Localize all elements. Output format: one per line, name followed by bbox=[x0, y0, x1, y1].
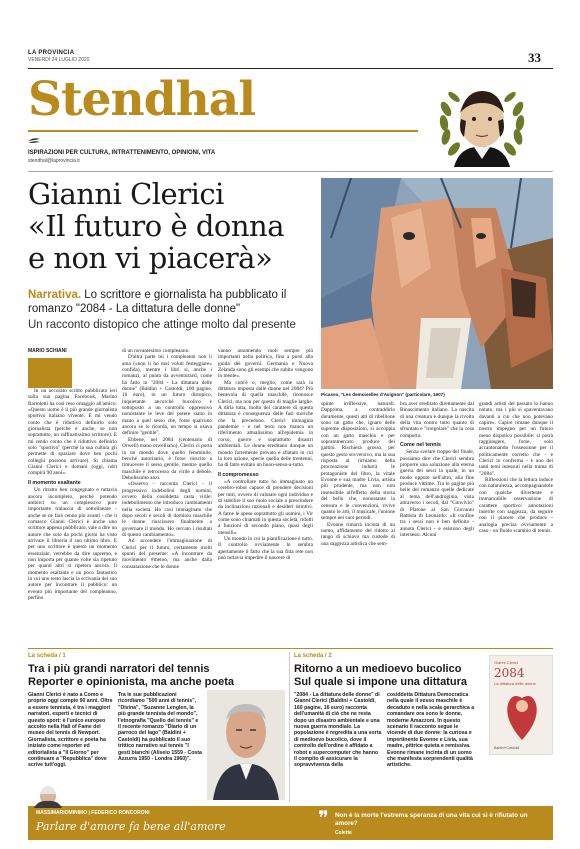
footer-quote: Non è la morte l'estrema speranza di una vita cui si è rifiutato un amore? bbox=[335, 812, 528, 827]
quote-mark-icon: ❞ bbox=[318, 806, 329, 830]
body-paragraph: Un ritratto ben congegnato e tuttavia ancora incompleto, perché potendo ambirci su un complessivo pure importante tralascia di sottolineare - anche se ne farà cenno più avanti - che il comasco Gianni Clerici è anche uno scrittore appena pubblicato, vale a dire un autore che solo da pochi giorni ha visto arrivare il libreria il suo ultimo libro. E per uno scrittore è questo un momento essenziale, verrebbe da dire supremo, e non importa per quante volte sia ripetuto per quanti altri si ripetera ancora. Il momento esaltante e un poco fantastico in cui uno testo lascia la scrivania del suo autore per incontrare il pubblico: un evento più importante del compleanno, perfino bbox=[28, 487, 117, 601]
book-cover-subtitle: La dittatura delle donne bbox=[494, 681, 536, 686]
byline: MARIO SCHIANI bbox=[28, 348, 67, 354]
section-tagline: ISPIRAZIONI PER CULTURA, INTRATTENIMENTO, OPINIONI, VITA bbox=[28, 150, 216, 156]
article-headline bbox=[28, 178, 308, 274]
book-cover-image bbox=[489, 655, 553, 755]
body-paragraph: Evonne rimarrà incinta di un uomo, affidamento del ridotto al rango di schiavo ma custode di una saggezza artistica che sem- bbox=[321, 521, 395, 547]
book-cover-illustration bbox=[498, 690, 546, 740]
body-paragraph: Un mondo in cui la pianificazione è tutto. Il controllo ovviamente lo sembra apertamente il fatto che la sua fitta rete non può tuttavia impedire il nascere di bbox=[218, 535, 313, 561]
crosshead: Come nel tennis bbox=[400, 442, 441, 449]
body-paragraph: Ebbene, nel 2084 (centenario di Orwell) mano orwelliano), Clerici ci porta in un mondo dove quello femminile, benché autoritario, è forse riuscito a rimuovere il sesso gentile, mentre quello maschile è retrocesso da virile a debole. Debolissimo anzi. bbox=[122, 436, 212, 481]
footer-quote-author: Colette bbox=[335, 830, 352, 836]
body-paragraph: bra aver ereditato direttamente dal Rinascimento italiano. La nascita di una creatura è dunque la rivolta della vita contro tutto quanto di sfrontato e "irregolare" che la cosa comporta. bbox=[400, 401, 474, 439]
columnist-avatar bbox=[30, 786, 66, 808]
headline-line: «Il futuro è donna bbox=[28, 209, 285, 243]
section-underline bbox=[28, 130, 418, 132]
sidebar1-text-right: Tra le sue pubblicazioni ricordiamo "500 anni di tennis", "Divina", "Suzanne Lenglen, la più grande tennista del mondo", l'etnografia "Quello del tennis" e il recente romanzo "Diario di un parroco del lago" (Baldini + Castoldi) ha pubblicato il suo trittico narrativo sul tennis "I gesti bianchi (Aliseio 1559 - Costa Azzurra 1950 - Londra 1960)". bbox=[118, 692, 202, 763]
article-subhead: Un racconto distopico che attinge molto dal presente bbox=[28, 319, 296, 331]
body-paragraph: vanno assumendo ruoli sempre più importanti nella politica, fino a porsi alla guida dei governi. Germania e Nuova Zelanda sono gli esempi che subito vengono in mente». bbox=[218, 348, 313, 380]
body-paragraph: Ad accendere l'immaginazione di Clerici per il futuro, certamente molti spunti del presente: «A incontrare da movimento #metoo, ma anche dalla constatazione che le donne bbox=[122, 538, 212, 570]
standfirst-text: Lo scrittore e giornalista ha pubblicato il romanzo "2084 - La dittatura delle donne" bbox=[28, 289, 287, 315]
sidebar1-text-left: Gianni Clerici è nato a Como e proprio oggi compie 90 anni. Oltre a essere tennista, è tra i maggiori narratori, esperti e tecnici di questo sport: è l'unico europeo accolto nella Hall of Fame del museo del tennis di Newport. Giornalista, scrittore e poeta ha iniziato come reporter ed editorialista a "Il Giorno" per continuare a "Repubblica" dove scrive tutt'oggi. bbox=[28, 692, 113, 769]
article-column-1 bbox=[28, 388, 117, 643]
sidebar2-text-right: cosiddetta Dittatura Democratica nella quale il sesso maschile è decaduto e nella scala gerarchica a comandare ora sono le donne, moderne Amazzoni. In questo scenario il racconto segue le vicende di due donne: la curiosa e impertinente Evonne e Livia, sua madre, pittrice quieta e remissiva. Evonne rimane incinta di un uomo che manifesta sorprendenti qualità artistiche. bbox=[387, 692, 475, 769]
crosshead: Il momento esaltante bbox=[28, 479, 81, 486]
article-column-4 bbox=[321, 401, 395, 643]
article-column-2 bbox=[122, 348, 212, 643]
body-paragraph: Ma com'è o, meglio, come sarà la dittatura imposta dalle donne nel 2084? Più benevola di quella maschile, riconosce Clerici, ma non per questo di maglie larghe. A dirla tutta, molto del carattere di questa dittatura è conseguenza delle fasi storiche che la precedono. Clerici immagina pandemie - e nel testo non manca un riferimento attualissimo all'epidemia in corso, guerre e soprattutto disastri ambientali. Le donne ereditano dunque un mondo fortemente provato e sfiatato in cui la loro azione, specie quella delle trentenni, ha di fatto evitato un buon-senso-a-tutto. bbox=[218, 379, 313, 469]
body-paragraph: «A controllare tutto ho immaginato un cerebro-robot capace di prendere decisioni per tutti, ovvero di valutare ogni individuo e di stabilire il suo ruolo sociale a prescindere da inclinazioni razionali e desideri istintivi. A farne le spese soprattutto gli uomini, i Vir come sono chiamati in questa società, ridotti a funzioni di secondo piano, quasi degli utensili». bbox=[218, 478, 313, 536]
article-column-6 bbox=[479, 401, 553, 643]
byline-photo-image bbox=[28, 358, 72, 388]
header-rule bbox=[28, 68, 553, 69]
headline-line: e non vi piacerà» bbox=[28, 241, 273, 275]
issue-date: VENERDÌ 24 LUGLIO 2020 bbox=[28, 57, 90, 63]
image-caption: Picasso, "Les demoiselles d'Avignon" (particolare, 1907) bbox=[321, 392, 445, 397]
picasso-painting-image bbox=[321, 178, 553, 389]
article-standfirst bbox=[28, 288, 313, 316]
sidebar2-text-left: "2084 - La dittatura delle donne" di Gianni Clerici (Baldini + Castoldi, 160 pagine, 16 euro) racconta dell'umanità di ciò che ne resta dopo un disastro ambientale e una nuova guerra mondiale. La popolazione è regredita a una sorta di medioevo bucolico, dove il controllo dell'ordine è affidato a robot e supercomputer che hanno il compito di assicurare la sopravvivenza della bbox=[294, 692, 382, 769]
body-paragraph: «Osservo - racconta Clerici - il progressivo indebolirsi degli uomini, ovvero della cosiddetta casta virile: indebolimento che introduco cambiamenti nella società. Ho così immaginato che dopo secoli e secoli di dominio maschile le donne riuscissero finalmente a governare il mondo. Ho cercato i risultati di questo cambiamento». bbox=[122, 481, 212, 538]
sidebar1-tag: La scheda / 1 bbox=[28, 653, 66, 659]
column-name: MASSIMARIOMINIMO bbox=[36, 810, 88, 816]
sidebar-rule bbox=[28, 648, 553, 649]
kicker: Narrativa. bbox=[28, 289, 82, 301]
sidebar1-title bbox=[28, 663, 288, 688]
sidebar1-title-line: Tra i più grandi narratori del tennis bbox=[28, 663, 210, 675]
feather-icon bbox=[28, 137, 40, 145]
article-column-3 bbox=[218, 348, 313, 643]
body-paragraph: di un novantesimo compleanno. bbox=[122, 348, 190, 354]
section-title: Stendhal bbox=[28, 72, 256, 127]
footer-column-title: Parlare d'amore fa bene all'amore bbox=[36, 820, 226, 833]
clerici-photo-image bbox=[207, 690, 285, 800]
book-cover-author: Gianni Clerici bbox=[494, 660, 518, 665]
article-column-5 bbox=[400, 401, 474, 643]
sidebar2-title-line: Ritorno a un medioevo bucolico bbox=[294, 663, 462, 675]
stendhal-portrait-image bbox=[436, 79, 528, 167]
body-paragraph: spinte irriflessive, naturali. Dapprima, a contraddirlo duramente, questi atti di ribellione sono un gatto che, ignaro delle supreme disposizioni, si accoppia con un gatto maschio e per soprammercato produce dei gattini. Rischierà grosso, per questo gesto sovversivo, ma la sua risposta al richiamo della procreazione indurrà le protagoniste del libro, la vitale Evonne e sua madre Livia, artista più prudente, ma non non insensibile all'effetto della storia del bello che, nonostante la censura e le convenzioni, rivive quanto le arti, il musicale, l'unione sempre nei suoi periodi. bbox=[321, 401, 395, 522]
article-column-1-top bbox=[72, 348, 117, 390]
crosshead: Il compromesso bbox=[218, 471, 259, 478]
header-bottom-rule bbox=[28, 171, 553, 172]
column-author: | FEDERICO RONCORONI bbox=[87, 810, 150, 816]
body-paragraph: grandi artisti del passato lo hanno notato, ma i più si spaventavano davanti a ciò che non potevano capire». Capire rimane dunque il nostro impegno per un futuro meno dispotico possibile: si potrà raggiungere, forse, solo accantonando l'ossessione per il politicamente corretto che - e Clerici lo conferma - è uno dei tanti temi intessuti nella trama di "2084". bbox=[479, 401, 553, 477]
body-paragraph: In un accorato scritto pubblicato ieri sulla sua pagina Facebook, Marino Bartoletti ha così reso omaggio all'amico: «Questo uomo è il più grande giornalista sportivo italiano vivente. E mi vendo conto che è riduttivo definirlo solo giornalista (perché è anche, se non soprattutto, un raffinatissimo scrittore). E mi rendo conto che è riduttivo definirlo solo "sportivo" (perché la sua cultura gli permette di spaziare dove ben pochi colleghi possono arrivare). Si chiama Gianni Clerici e domani (oggi, ndr) compirà 90 anni». bbox=[28, 388, 117, 477]
book-cover-publisher: Baldini+Castoldi bbox=[494, 746, 520, 750]
section-email: stendhal@laprovincia.it bbox=[28, 158, 80, 164]
page-number: 33 bbox=[528, 50, 541, 65]
body-paragraph: Senza svelare troppo del finale, possiamo dire che Clerici sembra proporre una soluzione alla eterna guerra dei sessi la quale, in un modo oppure nell'altro, alla fine produce vittime. Tra le pagine più belle del romanzo quelle dedicate al tema dell'androginia, vista attraverso i secoli, dal "Convivio" di Platone al San Giovanni Battista di Leonardo: «Il confine tra i sessi non è ben definito - annota Clerici - e esistono degli intersessi. Alcuni bbox=[400, 449, 474, 538]
sidebar-divider bbox=[289, 652, 290, 802]
body-paragraph: Riflessioni che la lettura induce con naturalezza, accompagnandole con qualche divertente e immancabile osservazione di carattere sportivo: annotazioni inserite con saggezza, da seguire con il piacere che produce - analogia precisa ovviamente a caso - un fluido scambio di tennis. bbox=[479, 477, 553, 534]
footer-column-label bbox=[36, 810, 150, 816]
sidebar2-title-line: Sul quale si impone una dittatura bbox=[294, 675, 467, 688]
paper-name: LA PROVINCIA bbox=[28, 50, 75, 56]
sidebar2-title bbox=[294, 663, 484, 688]
sidebar1-title-line: Reporter e opinionista, ma anche poeta bbox=[28, 675, 234, 688]
headline-line: Gianni Clerici bbox=[28, 177, 224, 211]
sidebar2-tag: La scheda / 2 bbox=[294, 653, 332, 659]
book-cover-title: 2084 bbox=[494, 666, 525, 680]
body-paragraph: D'altra parte lui i compleanni non li ama («non li ho mai voluti festeggiare» confida), mentre i libri sì, anche i romanzi, al punto da avventurarsi, come ha fatto in "2084 - La dittatura delle donne" (Baldini + Castoldi, 160 pagine, 16 euro), in un futuro distopico, inquietante ancorché bucolico e sottoposto a un controllo oppressivo nonostante le leve del potere siano in mano a quel sesso che, forse qualcuno ancora se lo ricorda, un tempo si usava definire "gentile". bbox=[122, 354, 212, 437]
